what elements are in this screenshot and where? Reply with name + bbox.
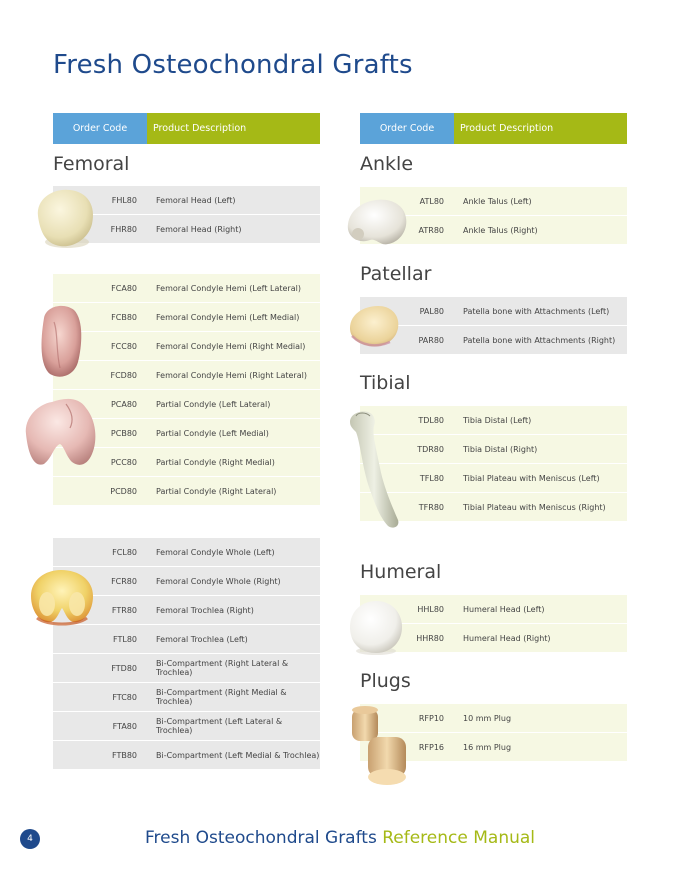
section-title-ankle: Ankle [360,153,414,175]
order-code: FCB80 [111,312,137,322]
table-row [53,332,320,361]
order-code: FCC80 [111,341,137,351]
plugs-image [346,703,416,789]
page-number-badge: 4 [20,829,40,849]
product-description: Femoral Condyle Hemi (Right Medial) [156,341,306,351]
order-code: FTL80 [113,634,137,644]
product-description: Humeral Head (Left) [463,604,545,614]
table-row [53,654,320,683]
footer-title-part2: Reference Manual [382,828,536,848]
right-column [360,113,627,752]
order-code: FTB80 [111,750,137,760]
order-code: PAL80 [419,306,444,316]
product-description: Bi-Compartment (Right Lateral & Trochlea) [156,659,289,677]
order-code: FTR80 [111,605,137,615]
partial-condyle-image [20,394,102,472]
order-code: PCB80 [110,428,137,438]
order-code: HHR80 [416,633,444,643]
patella-image [346,302,402,350]
footer-title-part1: Fresh Osteochondral Grafts [144,828,377,848]
table-row [53,538,320,567]
ankle-talus-image [344,194,410,250]
product-description-header: Product Description [147,113,320,144]
femoral-condyle-hemi-image [34,302,86,382]
product-description: Bi-Compartment (Right Medial & Trochlea) [156,688,287,706]
product-description: Ankle Talus (Right) [463,225,538,235]
product-description: Femoral Condyle Hemi (Right Lateral) [156,370,307,380]
product-description: Partial Condyle (Right Lateral) [156,486,277,496]
order-code-header: Order Code [53,113,147,144]
table-row [53,741,320,770]
table-row [53,303,320,332]
tibia-image [346,408,406,532]
product-description: Femoral Condyle Whole (Right) [156,576,281,586]
product-description: Humeral Head (Right) [463,633,551,643]
product-description: 16 mm Plug [463,742,512,752]
product-description: Femoral Head (Right) [156,224,242,234]
order-code: RFP10 [418,713,444,723]
order-code: PAR80 [418,335,444,345]
product-description: Patella bone with Attachments (Left) [463,306,610,316]
order-code: FCD80 [110,370,137,380]
section-title-tibial: Tibial [360,372,411,394]
section-title-humeral: Humeral [360,561,442,583]
order-code: PCD80 [110,486,137,496]
order-code: PCC80 [110,457,137,467]
product-description: Partial Condyle (Right Medial) [156,457,275,467]
product-description: Tibia Distal (Right) [463,444,538,454]
product-description: Femoral Condyle Whole (Left) [156,547,275,557]
table-row [53,712,320,741]
femoral-condyle-whole-image [27,566,97,628]
order-code: ATR80 [418,225,444,235]
product-description: Patella bone with Attachments (Right) [463,335,616,345]
product-description: Femoral Head (Left) [156,195,236,205]
product-description: Bi-Compartment (Left Lateral & Trochlea) [156,717,283,735]
table-row [53,477,320,506]
product-description: Ankle Talus (Left) [463,196,532,206]
order-code: FTC80 [112,692,137,702]
order-code: HHL80 [417,604,444,614]
order-code: FTD80 [111,663,137,673]
table-header [53,113,320,144]
product-description: Tibia Distal (Left) [463,415,532,425]
order-code: FTA80 [112,721,137,731]
order-code: TDL80 [418,415,444,425]
table-row [53,625,320,654]
humeral-head-image [346,597,406,657]
product-description: Femoral Trochlea (Left) [156,634,248,644]
section-title-femoral: Femoral [53,153,130,175]
order-code: FHR80 [110,224,137,234]
page-title: Fresh Osteochondral Grafts [53,50,413,80]
product-description: Femoral Trochlea (Right) [156,605,254,615]
order-code: TFL80 [419,473,444,483]
order-code: TDR80 [417,444,444,454]
product-description: Femoral Condyle Hemi (Left Lateral) [156,283,301,293]
left-column [53,113,320,760]
order-code: FHL80 [111,195,137,205]
table-row [53,361,320,390]
product-description: Partial Condyle (Left Lateral) [156,399,271,409]
order-code: FCL80 [112,547,137,557]
femoral-head-image [30,186,102,252]
order-code: ATL80 [419,196,444,206]
product-description: Femoral Condyle Hemi (Left Medial) [156,312,300,322]
product-description: 10 mm Plug [463,713,512,723]
product-description: Partial Condyle (Left Medial) [156,428,269,438]
table-header-right [360,113,627,144]
order-code: RFP16 [418,742,444,752]
product-description-header-right: Product Description [454,113,627,144]
footer-title [0,828,680,848]
section-title-patellar: Patellar [360,263,432,285]
product-description: Tibial Plateau with Meniscus (Left) [463,473,600,483]
section-title-plugs: Plugs [360,670,411,692]
order-code: FCA80 [111,283,137,293]
order-code: TFR80 [418,502,444,512]
order-code: FCR80 [111,576,137,586]
product-description: Tibial Plateau with Meniscus (Right) [463,502,606,512]
order-code: PCA80 [110,399,137,409]
table-row [53,683,320,712]
product-description: Bi-Compartment (Left Medial & Trochlea) [156,750,320,760]
table-row [53,274,320,303]
order-code-header-right: Order Code [360,113,454,144]
